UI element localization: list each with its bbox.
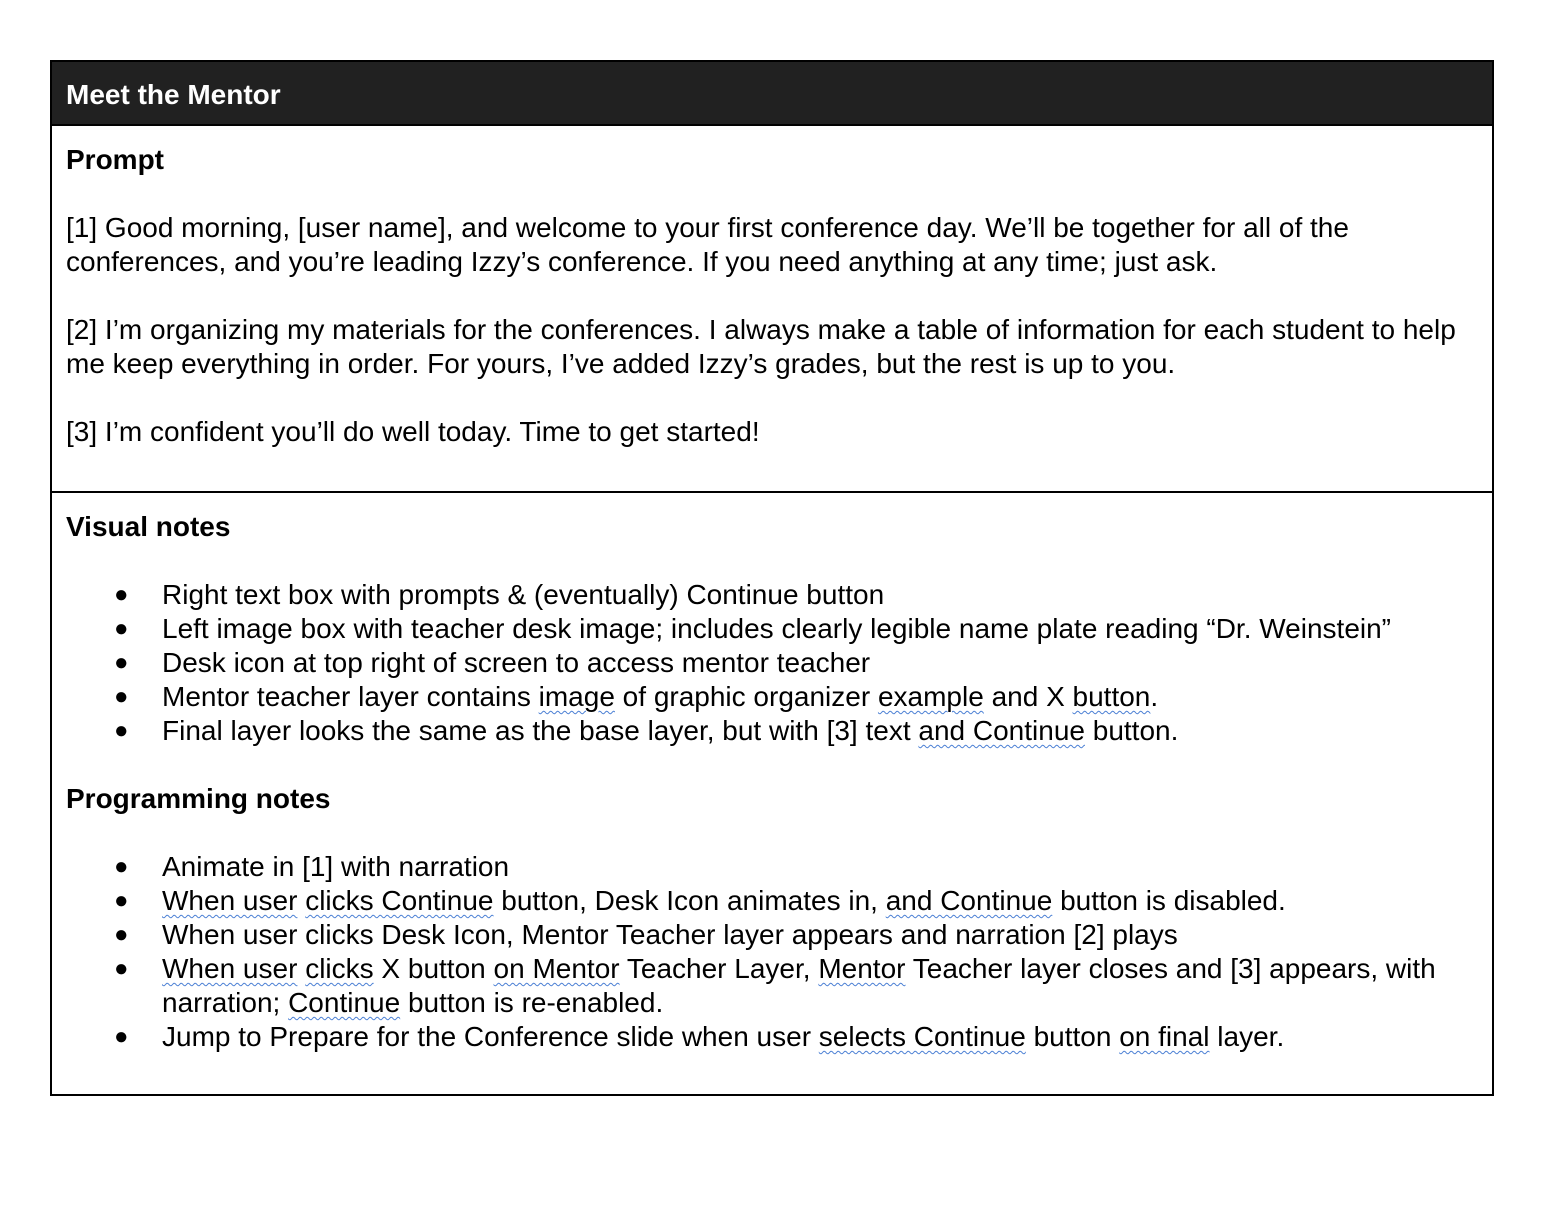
bullet-icon: ● (114, 955, 129, 982)
list-item-text: Left image box with teacher desk image; includes clearly legible name plate reading “Dr. Weinstein” (162, 613, 1392, 644)
list-item (66, 714, 1478, 748)
spellcheck-word: Mentor (818, 953, 906, 984)
list-item-text: Mentor teacher layer contains (162, 681, 539, 712)
document-table (50, 60, 1494, 1096)
list-item (66, 918, 1478, 952)
list-item-text: button. (1084, 715, 1179, 746)
visual-notes-list (66, 578, 1478, 748)
bullet-icon: ● (114, 683, 129, 710)
spellcheck-word: and Continue (885, 885, 1053, 916)
list-item-text: Desk icon at top right of screen to access mentor teacher (162, 647, 871, 678)
bullet-icon: ● (114, 921, 129, 948)
notes-section (52, 493, 1492, 1094)
list-item-text: . (1150, 681, 1159, 712)
list-item (66, 1020, 1478, 1054)
prompt-section (52, 126, 1492, 493)
list-item (66, 680, 1478, 714)
spellcheck-word: on Mentor (493, 953, 620, 984)
list-item-text: Teacher Layer, (619, 953, 819, 984)
bullet-icon: ● (114, 615, 129, 642)
bullet-icon: ● (114, 581, 129, 608)
bullet-icon: ● (114, 717, 129, 744)
list-item (66, 850, 1478, 884)
spellcheck-word: image (538, 681, 615, 712)
list-item-text: Teacher layer closes and [3] appears, with narration; (162, 953, 1436, 1018)
list-item (66, 612, 1478, 646)
list-item-text: X button (373, 953, 494, 984)
spellcheck-word: When user (162, 885, 298, 916)
prompt-paragraph-3: [3] I’m confident you’ll do well today. Time to get started! (66, 416, 760, 447)
spellcheck-word: on final (1119, 1021, 1210, 1052)
list-item-text: of graphic organizer (614, 681, 878, 712)
prompt-paragraph-2: [2] I’m organizing my materials for the conferences. I always make a table of information for each student to help me keep everything in order. For yours, I’ve added Izzy’s grades, but the rest is up to you. (66, 314, 1456, 379)
list-item-text: Final layer looks the same as the base layer, but with [3] text (162, 715, 919, 746)
spellcheck-word: button (1072, 681, 1151, 712)
prompt-paragraph-1: [1] Good morning, [user name], and welcome to your first conference day. We’ll be together for all of the conferences, and you’re leading Izzy’s conference. If you need anything at any time; just ask. (66, 212, 1349, 277)
programming-notes-list (66, 850, 1478, 1054)
list-item-text: and X (983, 681, 1073, 712)
bullet-icon: ● (114, 649, 129, 676)
list-item-text: When user clicks Desk Icon, Mentor Teacher layer appears and narration [2] plays (162, 919, 1178, 950)
spellcheck-word: and Continue (918, 715, 1085, 746)
page-title: Meet the Mentor (66, 79, 281, 110)
list-item (66, 884, 1478, 918)
spellcheck-word: clicks (305, 953, 374, 984)
list-item (66, 952, 1478, 1020)
list-item (66, 578, 1478, 612)
spellcheck-word: selects Continue (818, 1021, 1026, 1052)
prompt-heading: Prompt (66, 144, 164, 175)
bullet-icon: ● (114, 853, 129, 880)
visual-notes-heading: Visual notes (66, 511, 231, 542)
bullet-icon: ● (114, 1023, 129, 1050)
list-item-text: button, Desk Icon animates in, (493, 885, 886, 916)
list-item (66, 646, 1478, 680)
list-item-text: button is re-enabled. (400, 987, 664, 1018)
bullet-icon: ● (114, 887, 129, 914)
list-item-text: Jump to Prepare for the Conference slide when user (162, 1021, 819, 1052)
list-item-text: layer. (1209, 1021, 1285, 1052)
list-item-text: button is disabled. (1052, 885, 1286, 916)
table-header (52, 62, 1492, 126)
list-item-text: button (1025, 1021, 1120, 1052)
spellcheck-word: Continue (288, 987, 401, 1018)
spellcheck-word: example (877, 681, 984, 712)
spellcheck-word: clicks Continue (305, 885, 494, 916)
programming-notes-heading: Programming notes (66, 783, 331, 814)
spellcheck-word: When user (162, 953, 298, 984)
list-item-text: Animate in [1] with narration (162, 851, 510, 882)
list-item-text: Right text box with prompts & (eventually) Continue button (162, 579, 885, 610)
